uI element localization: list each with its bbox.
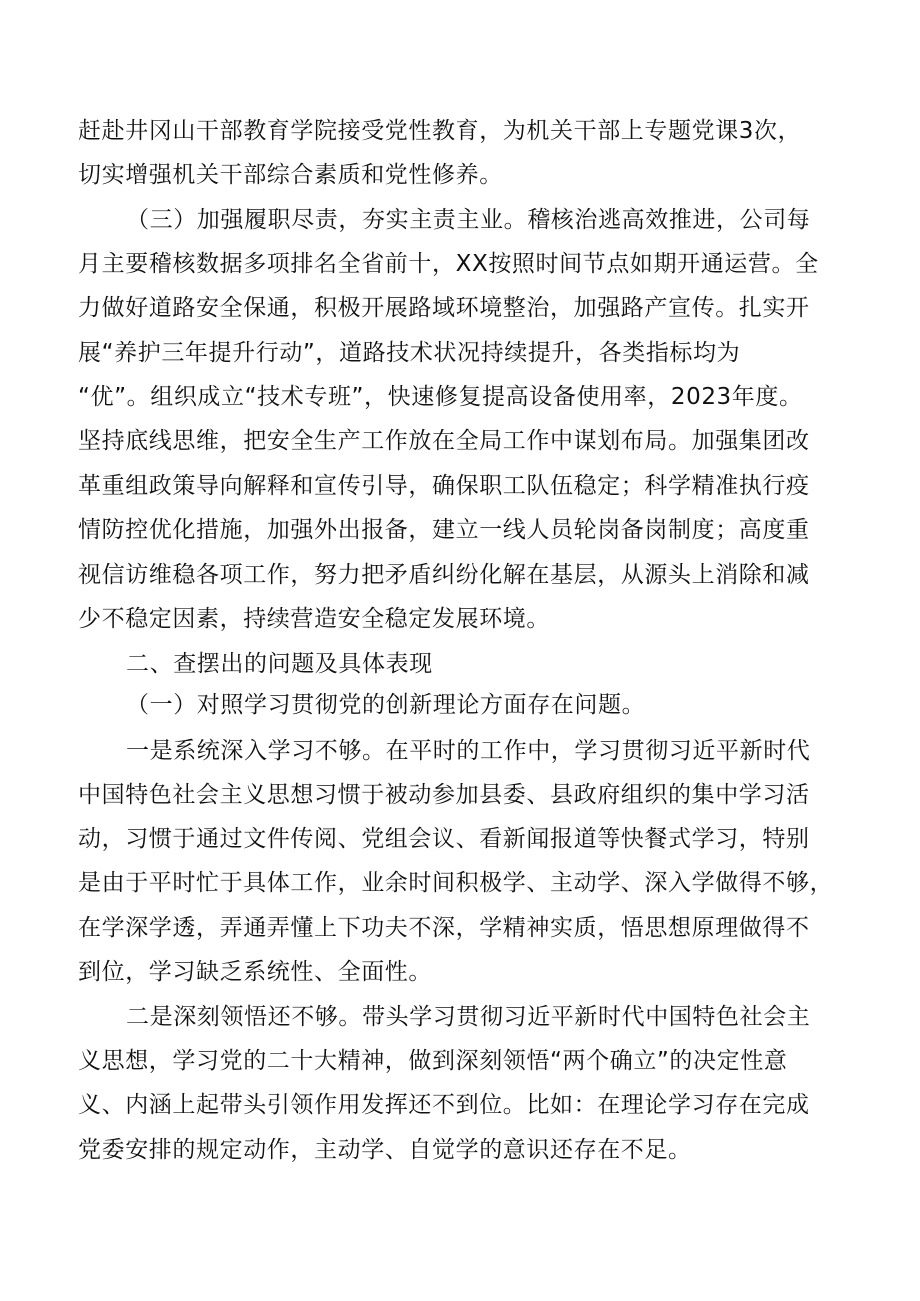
paragraph-line: 义思想，学习党的二十大精神，做到深刻领悟“两个确立”的决定性意 xyxy=(78,1048,788,1074)
paragraph-line: 中国特色社会主义思想习惯于被动参加县委、县政府组织的集中学习活 xyxy=(78,782,810,808)
paragraph-line: 展“养护三年提升行动”，道路技术状况持续提升，各类指标均为 xyxy=(78,340,741,366)
paragraph-line: 切实增强机关干部综合素质和党性修养。 xyxy=(78,162,503,188)
paragraph-line: 在学深学透，弄通弄懂上下功夫不深，学精神实质，悟思想原理做得不 xyxy=(78,915,810,941)
paragraph-line: 是由于平时忙于具体工作，业余时间积极学、主动学、深入学做得不够， xyxy=(78,870,834,896)
paragraph-line: 动，习惯于通过文件传阅、党组会议、看新闻报道等快餐式学习，特别 xyxy=(78,826,810,852)
paragraph-line: 革重组政策导向解释和宣传引导，确保职工队伍稳定；科学精准执行疫 xyxy=(78,473,810,499)
paragraph-line: 到位，学习缺乏系统性、全面性。 xyxy=(78,959,432,985)
paragraph-line: 情防控优化措施，加强外出报备，建立一线人员轮岗备岗制度；高度重 xyxy=(78,517,810,543)
paragraph-line: 二是深刻领悟还不够。带头学习贯彻习近平新时代中国特色社会主 xyxy=(126,1004,811,1030)
paragraph-line: 一是系统深入学习不够。在平时的工作中，学习贯彻习近平新时代 xyxy=(126,738,811,764)
paragraph-line: “优”。组织成立“技术专班”，快速修复提高设备使用率，2023年度。 xyxy=(78,384,803,410)
paragraph-line: 视信访维稳各项工作，努力把矛盾纠纷化解在基层，从源头上消除和减 xyxy=(78,562,810,588)
paragraph-line: 赶赴井冈山干部教育学院接受党性教育，为机关干部上专题党课3次， xyxy=(78,118,802,144)
paragraph-line: 义、内涵上起带头引领作用发挥还不到位。比如：在理论学习存在完成 xyxy=(78,1092,810,1118)
section-heading: 二、查摆出的问题及具体表现 xyxy=(126,651,433,677)
paragraph-line: 坚持底线思维，把安全生产工作放在全局工作中谋划布局。加强集团改 xyxy=(78,428,810,454)
paragraph-line: （三）加强履职尽责，夯实主责主业。稽核治逃高效推进，公司每 xyxy=(126,207,811,233)
paragraph-line: 力做好道路安全保通，积极开展路域环境整治，加强路产宣传。扎实开 xyxy=(78,295,810,321)
subsection-heading: （一）对照学习贯彻党的创新理论方面存在问题。 xyxy=(126,692,646,718)
paragraph-line: 月主要稽核数据多项排名全省前十，XX按照时间节点如期开通运营。全 xyxy=(78,251,819,277)
paragraph-line: 党委安排的规定动作，主动学、自觉学的意识还存在不足。 xyxy=(78,1137,692,1163)
paragraph-line: 少不稳定因素，持续营造安全稳定发展环境。 xyxy=(78,606,550,632)
